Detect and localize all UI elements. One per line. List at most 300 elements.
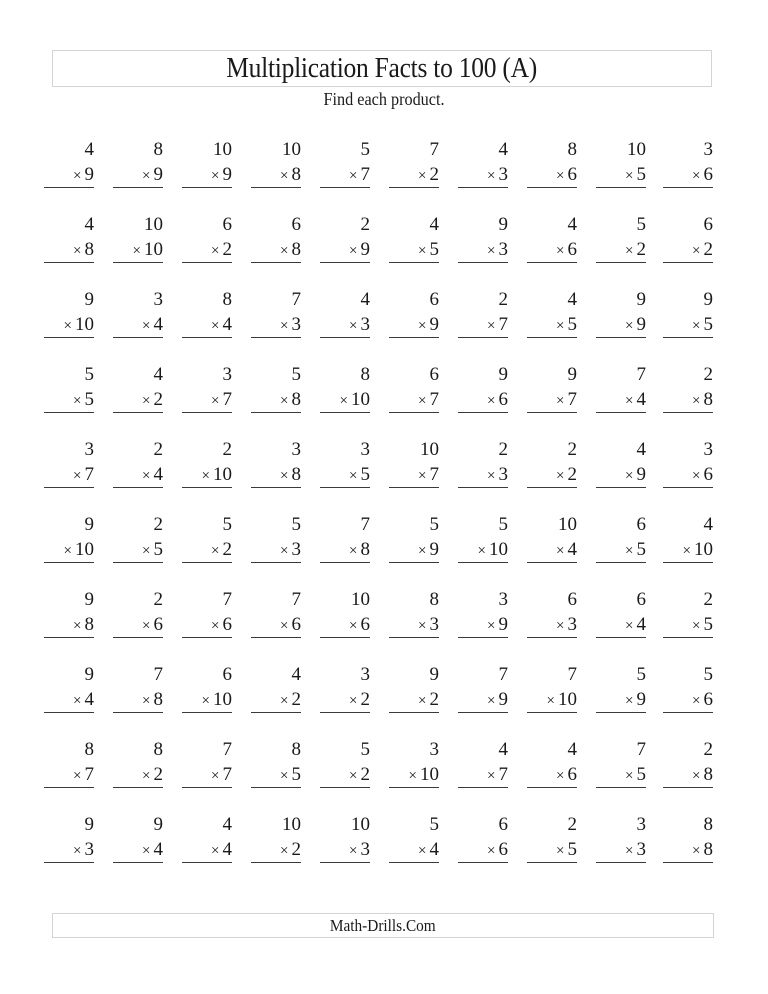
problem-item xyxy=(44,212,94,263)
multiplier-line xyxy=(663,687,713,713)
problem-item xyxy=(596,212,646,263)
problem-item xyxy=(527,587,577,638)
multiplicand: 3 xyxy=(291,439,301,460)
problem-item xyxy=(596,287,646,338)
multiplicand: 6 xyxy=(636,514,646,535)
multiplicand: 7 xyxy=(567,664,577,685)
problem-item xyxy=(458,512,508,563)
problem-item xyxy=(663,212,713,263)
problem-item xyxy=(596,812,646,863)
problem-item xyxy=(320,137,370,188)
problem-item xyxy=(113,662,163,713)
multiplier: 7 xyxy=(222,389,232,410)
multiplier: 6 xyxy=(291,614,301,635)
multiplier: 3 xyxy=(360,839,370,860)
problem-item xyxy=(320,287,370,338)
multiply-sign-icon: × xyxy=(487,843,496,859)
problem-item xyxy=(458,137,508,188)
multiplier: 3 xyxy=(84,839,94,860)
multiply-sign-icon: × xyxy=(487,468,496,484)
multiplicand: 4 xyxy=(567,289,577,310)
multiplier: 4 xyxy=(222,839,232,860)
problem-item xyxy=(596,512,646,563)
multiplier-line xyxy=(251,162,301,188)
multiplicand: 5 xyxy=(84,364,94,385)
multiplier-line xyxy=(182,837,232,863)
problem-item xyxy=(182,137,232,188)
multiplier-line xyxy=(527,312,577,338)
problem-item xyxy=(458,287,508,338)
multiplier: 8 xyxy=(703,764,713,785)
multiplicand: 6 xyxy=(429,364,439,385)
problem-item xyxy=(389,137,439,188)
multiplier: 9 xyxy=(498,614,508,635)
multiplier: 2 xyxy=(222,539,232,560)
problem-item xyxy=(44,137,94,188)
multiply-sign-icon: × xyxy=(692,843,701,859)
multiply-sign-icon: × xyxy=(692,468,701,484)
worksheet-title: Multiplication Facts to 100 (A) xyxy=(226,52,538,84)
multiplier-line xyxy=(182,462,232,488)
problem-item xyxy=(527,737,577,788)
multiply-sign-icon: × xyxy=(142,543,151,559)
multiplicand: 2 xyxy=(222,439,232,460)
multiplier-line xyxy=(320,387,370,413)
multiplier-line xyxy=(113,387,163,413)
multiplier: 2 xyxy=(567,464,577,485)
multiply-sign-icon: × xyxy=(211,543,220,559)
multiply-sign-icon: × xyxy=(63,318,72,334)
multiplier: 10 xyxy=(213,689,232,710)
multiplier-line xyxy=(44,537,94,563)
multiplier-line xyxy=(596,837,646,863)
multiplicand: 6 xyxy=(498,814,508,835)
multiplicand: 2 xyxy=(703,364,713,385)
multiplier-line xyxy=(182,387,232,413)
multiplicand: 2 xyxy=(498,439,508,460)
multiplicand: 2 xyxy=(703,739,713,760)
multiply-sign-icon: × xyxy=(418,243,427,259)
problem-item xyxy=(527,437,577,488)
multiplier-line xyxy=(320,687,370,713)
multiplicand: 7 xyxy=(636,739,646,760)
multiply-sign-icon: × xyxy=(692,393,701,409)
multiplier-line xyxy=(251,237,301,263)
multiplier-line xyxy=(527,837,577,863)
multiplier: 7 xyxy=(498,764,508,785)
multiplicand: 7 xyxy=(153,664,163,685)
multiplier-line xyxy=(596,537,646,563)
multiply-sign-icon: × xyxy=(349,843,358,859)
problem-item xyxy=(320,512,370,563)
multiplier: 4 xyxy=(429,839,439,860)
multiply-sign-icon: × xyxy=(280,468,289,484)
multiplicand: 8 xyxy=(360,364,370,385)
multiplicand: 5 xyxy=(360,739,370,760)
problem-item xyxy=(458,437,508,488)
multiply-sign-icon: × xyxy=(556,843,565,859)
instructions: Find each product. xyxy=(323,89,445,109)
multiplier-line xyxy=(113,612,163,638)
multiplier-line xyxy=(113,762,163,788)
multiply-sign-icon: × xyxy=(556,393,565,409)
multiply-sign-icon: × xyxy=(280,543,289,559)
multiplicand: 4 xyxy=(567,214,577,235)
multiply-sign-icon: × xyxy=(692,768,701,784)
multiplier: 5 xyxy=(360,464,370,485)
multiplier-line xyxy=(663,387,713,413)
multiplier-line xyxy=(596,687,646,713)
multiplier: 2 xyxy=(222,239,232,260)
multiply-sign-icon: × xyxy=(211,243,220,259)
problem-item xyxy=(663,812,713,863)
multiplier: 4 xyxy=(84,689,94,710)
problem-item xyxy=(389,512,439,563)
multiplicand: 9 xyxy=(153,814,163,835)
multiplier-line xyxy=(458,237,508,263)
multiply-sign-icon: × xyxy=(349,243,358,259)
multiplicand: 6 xyxy=(291,214,301,235)
multiplier: 3 xyxy=(498,239,508,260)
multiply-sign-icon: × xyxy=(73,468,82,484)
multiplicand: 4 xyxy=(498,739,508,760)
problem-item xyxy=(251,437,301,488)
multiplicand: 3 xyxy=(222,364,232,385)
multiply-sign-icon: × xyxy=(349,318,358,334)
problem-item xyxy=(113,437,163,488)
multiplier: 3 xyxy=(291,314,301,335)
multiplicand: 3 xyxy=(498,589,508,610)
multiplier: 6 xyxy=(567,764,577,785)
multiplier: 7 xyxy=(429,464,439,485)
multiply-sign-icon: × xyxy=(487,243,496,259)
problem-item xyxy=(389,812,439,863)
multiplier-line xyxy=(44,837,94,863)
problem-item xyxy=(251,137,301,188)
problem-item xyxy=(663,737,713,788)
problem-item xyxy=(251,662,301,713)
multiply-sign-icon: × xyxy=(625,693,634,709)
problem-item xyxy=(527,212,577,263)
multiplicand: 5 xyxy=(429,514,439,535)
multiplicand: 7 xyxy=(291,289,301,310)
problem-item xyxy=(458,212,508,263)
multiplier-line xyxy=(663,162,713,188)
multiply-sign-icon: × xyxy=(692,243,701,259)
multiply-sign-icon: × xyxy=(142,318,151,334)
multiply-sign-icon: × xyxy=(546,693,555,709)
multiplier: 5 xyxy=(636,764,646,785)
multiplier-line xyxy=(527,612,577,638)
multiplicand: 9 xyxy=(636,289,646,310)
multiplier: 10 xyxy=(213,464,232,485)
problem-item xyxy=(596,737,646,788)
multiplier-line xyxy=(663,237,713,263)
multiplicand: 8 xyxy=(567,139,577,160)
multiplier: 8 xyxy=(84,239,94,260)
multiplicand: 8 xyxy=(222,289,232,310)
multiplier: 5 xyxy=(84,389,94,410)
multiplier-line xyxy=(182,162,232,188)
problem-item xyxy=(527,362,577,413)
problem-item xyxy=(320,737,370,788)
problem-item xyxy=(320,662,370,713)
multiplier-line xyxy=(389,837,439,863)
multiply-sign-icon: × xyxy=(625,843,634,859)
multiplier: 8 xyxy=(360,539,370,560)
multiplier: 4 xyxy=(567,539,577,560)
problem-item xyxy=(182,512,232,563)
multiplier-line xyxy=(596,387,646,413)
problem-item xyxy=(320,812,370,863)
multiply-sign-icon: × xyxy=(556,468,565,484)
multiply-sign-icon: × xyxy=(349,618,358,634)
multiply-sign-icon: × xyxy=(556,318,565,334)
problem-item xyxy=(458,812,508,863)
multiply-sign-icon: × xyxy=(625,618,634,634)
problem-item xyxy=(113,737,163,788)
problem-item xyxy=(182,287,232,338)
footer-text: Math-Drills.Com xyxy=(330,915,436,935)
problem-item xyxy=(320,587,370,638)
multiplicand: 7 xyxy=(498,664,508,685)
problem-item xyxy=(320,212,370,263)
multiplicand: 4 xyxy=(636,439,646,460)
problem-item xyxy=(182,437,232,488)
multiplier-line xyxy=(113,237,163,263)
multiplier: 3 xyxy=(636,839,646,860)
multiplier: 2 xyxy=(703,239,713,260)
multiply-sign-icon: × xyxy=(280,318,289,334)
multiply-sign-icon: × xyxy=(625,768,634,784)
multiply-sign-icon: × xyxy=(625,468,634,484)
multiplier-line xyxy=(44,312,94,338)
problem-item xyxy=(458,587,508,638)
problem-item xyxy=(251,737,301,788)
multiplier-line xyxy=(389,762,439,788)
multiplicand: 8 xyxy=(291,739,301,760)
multiplicand: 3 xyxy=(703,139,713,160)
multiplier-line xyxy=(663,312,713,338)
multiply-sign-icon: × xyxy=(211,843,220,859)
multiplicand: 4 xyxy=(498,139,508,160)
multiplicand: 10 xyxy=(282,814,301,835)
multiplicand: 10 xyxy=(351,814,370,835)
multiply-sign-icon: × xyxy=(73,693,82,709)
multiply-sign-icon: × xyxy=(408,768,417,784)
multiplier: 3 xyxy=(567,614,577,635)
problem-item xyxy=(44,287,94,338)
multiplier-line xyxy=(113,537,163,563)
multiplier: 7 xyxy=(567,389,577,410)
multiplier: 5 xyxy=(636,164,646,185)
multiplier-line xyxy=(251,837,301,863)
multiply-sign-icon: × xyxy=(280,243,289,259)
multiply-sign-icon: × xyxy=(487,393,496,409)
multiply-sign-icon: × xyxy=(682,543,691,559)
multiply-sign-icon: × xyxy=(63,543,72,559)
multiply-sign-icon: × xyxy=(418,468,427,484)
multiplier-line xyxy=(389,387,439,413)
multiply-sign-icon: × xyxy=(418,168,427,184)
multiply-sign-icon: × xyxy=(132,243,141,259)
multiply-sign-icon: × xyxy=(201,693,210,709)
multiply-sign-icon: × xyxy=(349,768,358,784)
multiplier: 6 xyxy=(360,614,370,635)
multiplicand: 4 xyxy=(360,289,370,310)
multiply-sign-icon: × xyxy=(142,468,151,484)
multiply-sign-icon: × xyxy=(418,618,427,634)
multiplier-line xyxy=(44,612,94,638)
problem-item xyxy=(251,362,301,413)
problem-item xyxy=(113,362,163,413)
multiplier: 4 xyxy=(222,314,232,335)
multiply-sign-icon: × xyxy=(142,393,151,409)
multiply-sign-icon: × xyxy=(142,768,151,784)
multiplier: 7 xyxy=(498,314,508,335)
multiply-sign-icon: × xyxy=(487,693,496,709)
multiplier-line xyxy=(251,537,301,563)
multiplier-line xyxy=(389,612,439,638)
multiply-sign-icon: × xyxy=(211,318,220,334)
problem-item xyxy=(663,587,713,638)
multiply-sign-icon: × xyxy=(692,318,701,334)
problem-item xyxy=(458,662,508,713)
problem-item xyxy=(251,587,301,638)
multiplier: 3 xyxy=(291,539,301,560)
multiplier-line xyxy=(458,837,508,863)
multiplier: 3 xyxy=(498,164,508,185)
multiplier-line xyxy=(320,312,370,338)
problem-item xyxy=(596,437,646,488)
multiplicand: 7 xyxy=(360,514,370,535)
multiply-sign-icon: × xyxy=(280,393,289,409)
multiplier-line xyxy=(44,387,94,413)
problem-item xyxy=(663,662,713,713)
multiply-sign-icon: × xyxy=(73,243,82,259)
multiply-sign-icon: × xyxy=(211,393,220,409)
multiply-sign-icon: × xyxy=(418,843,427,859)
multiplicand: 9 xyxy=(84,589,94,610)
multiplicand: 3 xyxy=(360,439,370,460)
multiplier: 9 xyxy=(636,314,646,335)
problem-item xyxy=(44,362,94,413)
multiplicand: 10 xyxy=(351,589,370,610)
problem-item xyxy=(251,212,301,263)
problem-item xyxy=(389,737,439,788)
multiplier: 5 xyxy=(291,764,301,785)
multiplicand: 5 xyxy=(636,664,646,685)
multiplicand: 4 xyxy=(429,214,439,235)
multiply-sign-icon: × xyxy=(201,468,210,484)
multiplier-line xyxy=(527,237,577,263)
multiply-sign-icon: × xyxy=(625,243,634,259)
multiplicand: 10 xyxy=(213,139,232,160)
multiplier: 10 xyxy=(558,689,577,710)
multiplier-line xyxy=(251,462,301,488)
multiplicand: 2 xyxy=(153,589,163,610)
multiply-sign-icon: × xyxy=(349,468,358,484)
multiply-sign-icon: × xyxy=(418,543,427,559)
multiply-sign-icon: × xyxy=(211,768,220,784)
multiplier-line xyxy=(663,612,713,638)
multiply-sign-icon: × xyxy=(625,543,634,559)
multiplier-line xyxy=(596,237,646,263)
multiplier: 5 xyxy=(703,614,713,635)
multiplicand: 7 xyxy=(636,364,646,385)
multiply-sign-icon: × xyxy=(556,168,565,184)
multiplicand: 10 xyxy=(627,139,646,160)
problem-item xyxy=(389,287,439,338)
problem-item xyxy=(113,137,163,188)
multiplicand: 3 xyxy=(429,739,439,760)
multiplicand: 9 xyxy=(84,814,94,835)
multiplier-line xyxy=(113,312,163,338)
problem-item xyxy=(527,512,577,563)
multiplicand: 8 xyxy=(703,814,713,835)
problem-item xyxy=(113,512,163,563)
multiplier: 10 xyxy=(144,239,163,260)
multiplier: 7 xyxy=(360,164,370,185)
multiplier: 8 xyxy=(84,614,94,635)
problem-item xyxy=(251,812,301,863)
multiplier: 6 xyxy=(498,839,508,860)
multiplier: 6 xyxy=(703,164,713,185)
multiply-sign-icon: × xyxy=(73,768,82,784)
multiplier: 8 xyxy=(291,164,301,185)
multiplier: 2 xyxy=(429,689,439,710)
multiplier-line xyxy=(527,537,577,563)
multiplier-line xyxy=(182,687,232,713)
multiplier: 8 xyxy=(703,839,713,860)
problem-item xyxy=(596,662,646,713)
multiply-sign-icon: × xyxy=(280,843,289,859)
multiply-sign-icon: × xyxy=(280,168,289,184)
multiplier: 2 xyxy=(360,764,370,785)
multiplier-line xyxy=(251,612,301,638)
multiplier-line xyxy=(320,837,370,863)
multiplier-line xyxy=(44,762,94,788)
multiply-sign-icon: × xyxy=(487,318,496,334)
multiplier: 5 xyxy=(567,314,577,335)
multiplier-line xyxy=(113,687,163,713)
multiply-sign-icon: × xyxy=(487,768,496,784)
multiplier: 8 xyxy=(291,464,301,485)
multiplier: 10 xyxy=(351,389,370,410)
multiplier: 4 xyxy=(153,464,163,485)
multiplier: 9 xyxy=(498,689,508,710)
multiplier: 10 xyxy=(694,539,713,560)
multiplier-line xyxy=(663,837,713,863)
multiplicand: 10 xyxy=(420,439,439,460)
multiplier: 9 xyxy=(636,464,646,485)
multiplier: 7 xyxy=(429,389,439,410)
multiplier: 5 xyxy=(429,239,439,260)
multiplier-line xyxy=(527,687,577,713)
multiplicand: 3 xyxy=(153,289,163,310)
multiplier-line xyxy=(251,762,301,788)
multiply-sign-icon: × xyxy=(556,768,565,784)
problem-item xyxy=(182,662,232,713)
multiplier: 6 xyxy=(703,464,713,485)
multiplier-line xyxy=(527,762,577,788)
problem-item xyxy=(596,362,646,413)
problem-item xyxy=(527,812,577,863)
multiplier-line xyxy=(458,387,508,413)
multiplier-line xyxy=(596,312,646,338)
multiplier-line xyxy=(458,687,508,713)
multiplier-line xyxy=(251,312,301,338)
